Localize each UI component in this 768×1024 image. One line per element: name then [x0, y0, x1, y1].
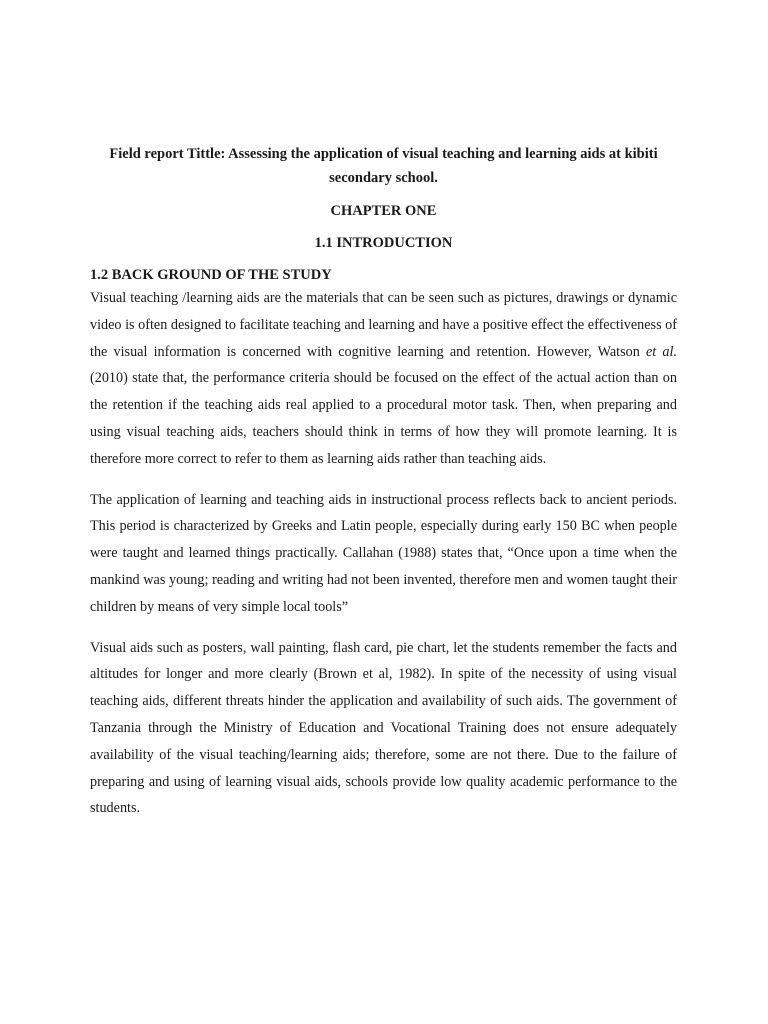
- chapter-heading: CHAPTER ONE: [330, 203, 437, 219]
- document-page: [90, 142, 677, 822]
- paragraph-3: Visual aids such as posters, wall painting, flash card, pie chart, let the students remember the facts and altitudes for longer and more clearly (Brown et al, 1982). In spite of the necessity of using visual teaching aids, different threats hinder the application and availability of such aids. The government of Tanzania through the Ministry of Education and Vocational Training does not ensure adequately availability of the visual teaching/learning aids; therefore, some are not there. Due to the failure of preparing and using of learning visual aids, schools provide low quality academic performance to the students.: [90, 639, 677, 817]
- report-title: Field report Tittle: Assessing the application of visual teaching and learning aids at kibiti secondary school.: [109, 146, 658, 186]
- background-heading: 1.2 BACK GROUND OF THE STUDY: [90, 267, 332, 283]
- paragraph-1: [90, 285, 677, 473]
- paragraph-1-italic: et al.: [645, 343, 677, 360]
- paragraph-1-text-a: Visual teaching /learning aids are the materials that can be seen such as pictures, drawings or dynamic video is often designed to facilitate teaching and learning and have a positive effect the effectiveness of the visual information is concerned with cognitive learning and retention. However, Watson: [90, 290, 677, 360]
- introduction-heading: 1.1 INTRODUCTION: [314, 235, 453, 251]
- paragraph-1-text-b: (2010) state that, the performance criteria should be focused on the effect of the actual action than on the retention if the teaching aids real applied to a procedural motor task. Then, when preparing and using visual teaching aids, teachers should think in terms of how they will promote learning. It is therefore more correct to refer to them as learning aids rather than teaching aids.: [90, 370, 677, 467]
- paragraph-2: The application of learning and teaching aids in instructional process reflects back to ancient periods. This period is characterized by Greeks and Latin people, especially during early 150 BC when people were taught and learned things practically. Callahan (1988) states that, “Once upon a time when the mankind was young; reading and writing had not been invented, therefore men and women taught their children by means of very simple local tools”: [90, 491, 677, 615]
